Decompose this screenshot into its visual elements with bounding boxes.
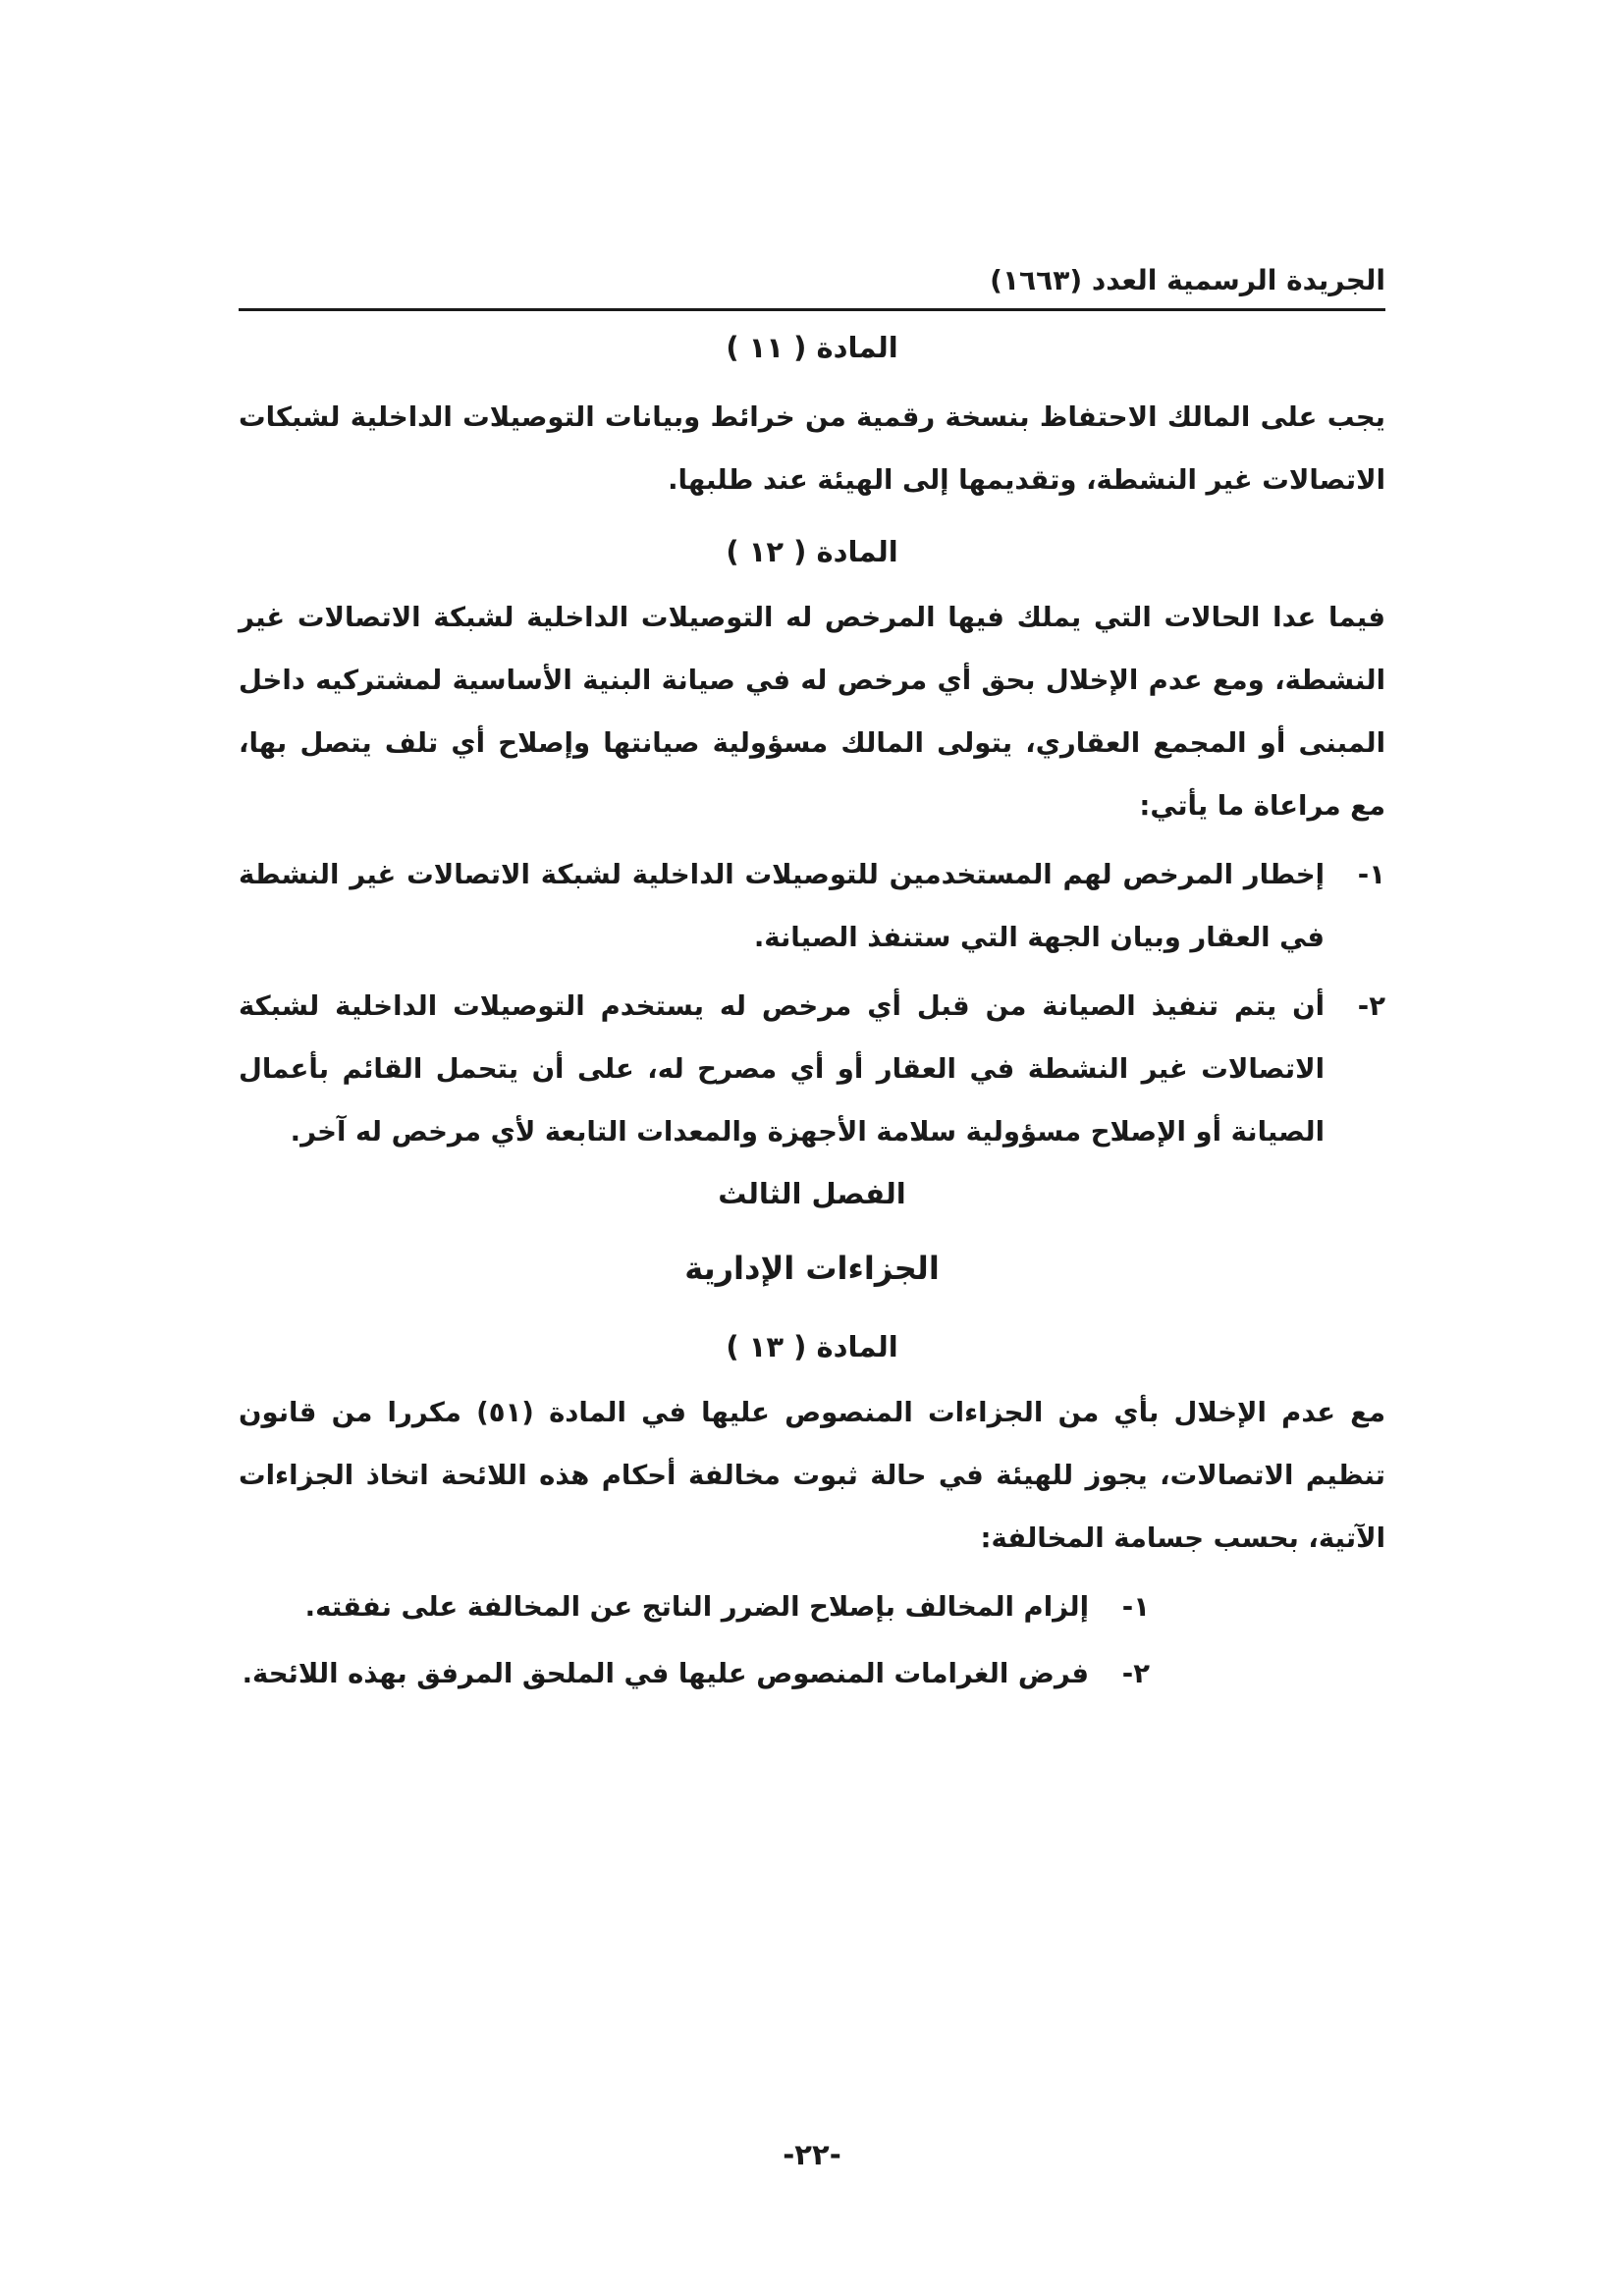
article-12-intro: فيما عدا الحالات التي يملك فيها المرخص له التوصيلات الداخلية لشبكة الاتصالات غير النشطة، ومع عدم الإخلال بحق أي مرخص له في صيانة البنية الأساسية لمشتركيه داخل المبنى أو المجمع العقاري، يتولى المالك مسؤولية صيانتها وإصلاح أي تلف يتصل بها، مع مراعاة ما يأتي: [239,602,1385,822]
chapter-title: الفصل الثالث [718,1177,906,1210]
page-header [239,257,1385,311]
page-number: -٢٢- [783,2138,841,2171]
article-12-heading: المادة ( ١٢ ) [726,535,898,568]
article-13-heading: المادة ( ١٣ ) [726,1330,898,1363]
list-item-number: ١- [1121,1591,1150,1623]
article-11-heading: المادة ( ١١ ) [726,331,898,364]
list-item-number: ٢- [1357,990,1385,1022]
article-12 [239,535,1385,1163]
gazette-title: الجريدة الرسمية العدد (١٦٦٣) [990,264,1385,296]
article-11 [239,331,1385,511]
list-item-number: ٢- [1121,1658,1150,1689]
list-item-number: ١- [1357,859,1385,890]
chapter-3 [239,1177,1385,1287]
article-12-item-1 [239,843,1385,969]
article-11-text: يجب على المالك الاحتفاظ بنسخة رقمية من خرائط وبيانات التوصيلات الداخلية لشبكات الاتصالات غير النشطة، وتقديمها إلى الهيئة عند طلبها. [239,401,1385,496]
chapter-subtitle: الجزاءات الإدارية [684,1250,940,1287]
list-item-text: إلزام المخالف بإصلاح الضرر الناتج عن المخالفة على نفقته. [304,1591,1089,1623]
list-item-text: فرض الغرامات المنصوص عليها في الملحق المرفق بهذه اللائحة. [242,1658,1089,1689]
article-13 [239,1330,1385,1705]
list-item-text: إخطار المرخص لهم المستخدمين للتوصيلات الداخلية لشبكة الاتصالات غير النشطة في العقار وبيان الجهة التي ستنفذ الصيانة. [239,859,1325,953]
article-13-intro: مع عدم الإخلال بأي من الجزاءات المنصوص عليها في المادة (٥١) مكررا من قانون تنظيم الاتصالات، يجوز للهيئة في حالة ثبوت مخالفة أحكام هذه اللائحة اتخاذ الجزاءات الآتية، بحسب جسامة المخالفة: [239,1397,1385,1554]
list-item-text: أن يتم تنفيذ الصيانة من قبل أي مرخص له يستخدم التوصيلات الداخلية لشبكة الاتصالات غير النشطة في العقار أو أي مصرح له، على أن يتحمل القائم بأعمال الصيانة أو الإصلاح مسؤولية سلامة الأجهزة والمعدات التابعة لأي مرخص له آخر. [239,990,1325,1148]
article-12-item-2 [239,975,1385,1163]
document-body [239,329,1385,1705]
article-13-item-2 [239,1642,1385,1705]
article-13-item-1 [239,1575,1385,1638]
